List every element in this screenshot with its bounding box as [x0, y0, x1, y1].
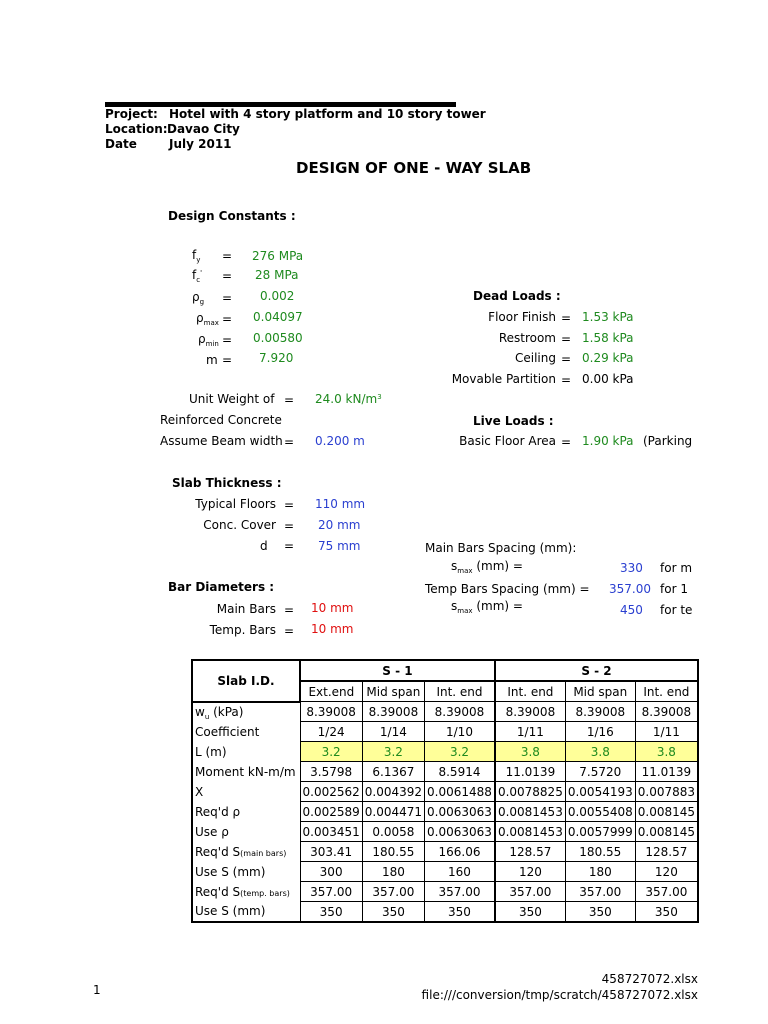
table-cell: 0.003451: [300, 822, 362, 842]
conc-cover-equals: =: [284, 519, 295, 533]
d-label: d: [260, 539, 268, 553]
smax-main-label: $s_{max}$ (mm) =: [451, 559, 523, 575]
table-cell: 1/24: [300, 722, 362, 742]
smax-temp-label: $s_{max}$ (mm) =: [451, 599, 523, 615]
conc-cover-value: 20 mm: [318, 518, 361, 532]
project-label: Project:: [105, 107, 158, 121]
design-constants-heading: Design Constants :: [168, 209, 296, 223]
table-cell: 1/11: [495, 722, 565, 742]
main-bars-label: Main Bars: [216, 602, 276, 616]
table-cell: 0.008145: [635, 802, 698, 822]
table-row: [192, 742, 698, 762]
table-cell: 303.41: [300, 842, 362, 862]
table-cell: 8.39008: [495, 702, 565, 722]
temp-bars-spacing-note: for 1: [660, 582, 688, 596]
table-cell: 300: [300, 862, 362, 882]
table-cell: 357.00: [425, 882, 495, 902]
table-cell: 0.0081453: [495, 822, 565, 842]
floor-finish-equals: =: [561, 311, 572, 325]
table-cell: 0.004392: [362, 782, 424, 802]
row-label: Req'd S(main bars): [192, 842, 300, 862]
table-cell: 0.002589: [300, 802, 362, 822]
ceiling-label: Ceiling: [515, 351, 556, 365]
floor-finish-value: 1.53 kPa: [582, 310, 634, 324]
movable-partition-label: Movable Partition: [451, 372, 556, 386]
page-title: DESIGN OF ONE - WAY SLAB: [296, 159, 532, 177]
smax-temp-note: for te: [660, 603, 693, 617]
smax-main-value: 330: [620, 561, 643, 575]
table-cell: 350: [495, 902, 565, 923]
table-cell: 128.57: [495, 842, 565, 862]
table-cell: 0.0055408: [565, 802, 635, 822]
table-cell: 3.2: [362, 742, 424, 762]
floor-finish-label: Floor Finish: [488, 310, 556, 324]
fc-equals: =: [222, 269, 233, 283]
table-cell: 357.00: [300, 882, 362, 902]
project-value: Hotel with 4 story platform and 10 story tower: [169, 107, 486, 121]
table-cell: 166.06: [425, 842, 495, 862]
slab-id-header: Slab I.D.: [192, 660, 300, 702]
table-cell: 357.00: [495, 882, 565, 902]
table-cell: 180.55: [362, 842, 424, 862]
table-cell: 3.8: [635, 742, 698, 762]
page-number: 1: [93, 983, 101, 997]
location-label: Location:: [105, 122, 168, 136]
m-symbol: m: [206, 353, 218, 367]
smax-main-note: for m: [660, 561, 693, 575]
rho-max-equals: =: [222, 312, 233, 326]
fy-value: 276 MPa: [252, 249, 304, 263]
table-cell: 350: [425, 902, 495, 923]
col-header: Int. end: [425, 681, 495, 702]
main-bars-equals: =: [284, 603, 295, 617]
table-cell: 180: [362, 862, 424, 882]
col-header: Int. end: [635, 681, 698, 702]
table-cell: 8.39008: [565, 702, 635, 722]
table-cell: 8.39008: [300, 702, 362, 722]
m-value: 7.920: [259, 351, 294, 365]
table-cell: 180: [565, 862, 635, 882]
table-cell: 3.8: [495, 742, 565, 762]
col-header: Ext.end: [300, 681, 362, 702]
table-cell: 357.00: [362, 882, 424, 902]
rho-max-symbol: $\rho_{max}$: [196, 311, 219, 327]
row-label: L (m): [192, 742, 300, 762]
unit-weight-equals: =: [284, 393, 295, 407]
table-cell: 1/10: [425, 722, 495, 742]
table-cell: 160: [425, 862, 495, 882]
beam-width-equals: =: [284, 435, 295, 449]
table-cell: 0.002562: [300, 782, 362, 802]
footer-filename: 458727072.xlsx: [601, 972, 698, 986]
table-cell: 3.5798: [300, 762, 362, 782]
temp-bars-label: Temp. Bars: [209, 623, 276, 637]
slab-thickness-heading: Slab Thickness :: [172, 476, 282, 490]
table-cell: 3.2: [425, 742, 495, 762]
unit-weight-label: Unit Weight of: [189, 392, 275, 406]
table-row: [192, 822, 698, 842]
restroom-label: Restroom: [498, 331, 556, 345]
table-cell: 7.5720: [565, 762, 635, 782]
rho-min-equals: =: [222, 333, 233, 347]
rho-g-value: 0.002: [260, 289, 295, 303]
table-row: [192, 842, 698, 862]
table-cell: 1/11: [635, 722, 698, 742]
table-cell: 350: [565, 902, 635, 923]
unit-weight-value: 24.0 $kN/m^3$: [315, 392, 382, 406]
row-label: Moment kN-m/m: [192, 762, 300, 782]
typical-floors-equals: =: [284, 498, 295, 512]
typical-floors-value: 110 mm: [315, 497, 366, 511]
table-cell: 11.0139: [495, 762, 565, 782]
date-value: July 2011: [169, 137, 232, 151]
live-loads-heading: Live Loads :: [473, 414, 554, 428]
fy-symbol: $f_y$: [192, 248, 201, 264]
table-cell: 0.0063063: [425, 802, 495, 822]
rho-min-symbol: $\rho_{min}$: [198, 332, 219, 348]
table-cell: 8.39008: [362, 702, 424, 722]
table-cell: 8.5914: [425, 762, 495, 782]
table-cell: 0.0063063: [425, 822, 495, 842]
table-cell: 0.0081453: [495, 802, 565, 822]
group-header-s1: S - 1: [300, 660, 495, 681]
main-bars-value: 10 mm: [311, 601, 354, 615]
temp-bars-spacing-heading: Temp Bars Spacing (mm) =: [425, 582, 590, 596]
table-cell: 0.008145: [635, 822, 698, 842]
table-cell: 357.00: [565, 882, 635, 902]
rho-min-value: 0.00580: [253, 331, 303, 345]
row-label: Req'd S(temp. bars): [192, 882, 300, 902]
table-row: [192, 802, 698, 822]
slab-design-table: [191, 659, 699, 923]
table-cell: 11.0139: [635, 762, 698, 782]
table-cell: 6.1367: [362, 762, 424, 782]
date-label: Date: [105, 137, 137, 151]
ceiling-equals: =: [561, 352, 572, 366]
row-label: $w_u$ (kPa): [192, 702, 300, 722]
basic-floor-label: Basic Floor Area: [459, 434, 556, 448]
restroom-value: 1.58 kPa: [582, 331, 634, 345]
table-row: [192, 782, 698, 802]
fy-equals: =: [222, 249, 233, 263]
table-cell: 0.0078825: [495, 782, 565, 802]
row-label: Req'd ρ: [192, 802, 300, 822]
table-row: [192, 762, 698, 782]
reinforced-concrete-label: Reinforced Concrete: [160, 413, 282, 427]
temp-bars-spacing-value: 357.00: [609, 582, 651, 596]
table-cell: 0.0058: [362, 822, 424, 842]
group-header-s2: S - 2: [495, 660, 698, 681]
table-cell: 1/16: [565, 722, 635, 742]
table-row: [192, 902, 698, 923]
table-cell: 357.00: [635, 882, 698, 902]
bar-diameters-heading: Bar Diameters :: [168, 580, 275, 594]
col-header: Mid span: [362, 681, 424, 702]
table-cell: 350: [362, 902, 424, 923]
table-cell: 120: [495, 862, 565, 882]
typical-floors-label: Typical Floors: [195, 497, 276, 511]
table-cell: 3.8: [565, 742, 635, 762]
fc-value: 28 MPa: [255, 268, 299, 282]
table-cell: 350: [300, 902, 362, 923]
rho-max-value: 0.04097: [253, 310, 303, 324]
table-cell: 1/14: [362, 722, 424, 742]
row-label: Coefficient: [192, 722, 300, 742]
table-cell: 0.0057999: [565, 822, 635, 842]
row-label: X: [192, 782, 300, 802]
rho-g-symbol: $\rho_g$: [192, 290, 205, 306]
basic-floor-note: (Parking: [643, 434, 693, 448]
col-header: Int. end: [495, 681, 565, 702]
table-row: [192, 862, 698, 882]
row-label: Use ρ: [192, 822, 300, 842]
movable-partition-value: 0.00 kPa: [582, 372, 634, 386]
table-cell: 180.55: [565, 842, 635, 862]
col-header: Mid span: [565, 681, 635, 702]
table-cell: 0.0061488: [425, 782, 495, 802]
conc-cover-label: Conc. Cover: [203, 518, 276, 532]
basic-floor-equals: =: [561, 435, 572, 449]
table-row: [192, 702, 698, 722]
ceiling-value: 0.29 kPa: [582, 351, 634, 365]
table-row: [192, 722, 698, 742]
m-equals: =: [222, 353, 233, 367]
d-equals: =: [284, 539, 295, 553]
row-label: Use S (mm): [192, 862, 300, 882]
beam-width-label: Assume Beam width: [160, 434, 283, 448]
main-bars-spacing-heading: Main Bars Spacing (mm):: [425, 541, 577, 555]
table-cell: 0.007883: [635, 782, 698, 802]
fc-symbol: $f_c'$: [192, 268, 203, 284]
table-cell: 8.39008: [635, 702, 698, 722]
movable-partition-equals: =: [561, 373, 572, 387]
rho-g-equals: =: [222, 291, 233, 305]
restroom-equals: =: [561, 332, 572, 346]
table-cell: 128.57: [635, 842, 698, 862]
table-cell: 350: [635, 902, 698, 923]
footer-filepath: file:///conversion/tmp/scratch/458727072.xlsx: [421, 988, 698, 1002]
table-cell: 0.004471: [362, 802, 424, 822]
dead-loads-heading: Dead Loads :: [473, 289, 561, 303]
temp-bars-equals: =: [284, 624, 295, 638]
table-row: [192, 882, 698, 902]
basic-floor-value: 1.90 kPa: [582, 434, 634, 448]
table-cell: 8.39008: [425, 702, 495, 722]
location-value: Davao City: [167, 122, 240, 136]
table-cell: 120: [635, 862, 698, 882]
smax-temp-value: 450: [620, 603, 643, 617]
row-label: Use S (mm): [192, 902, 300, 923]
table-cell: 0.0054193: [565, 782, 635, 802]
beam-width-value: 0.200 m: [315, 434, 365, 448]
d-value: 75 mm: [318, 539, 361, 553]
temp-bars-value: 10 mm: [311, 622, 354, 636]
table-cell: 3.2: [300, 742, 362, 762]
